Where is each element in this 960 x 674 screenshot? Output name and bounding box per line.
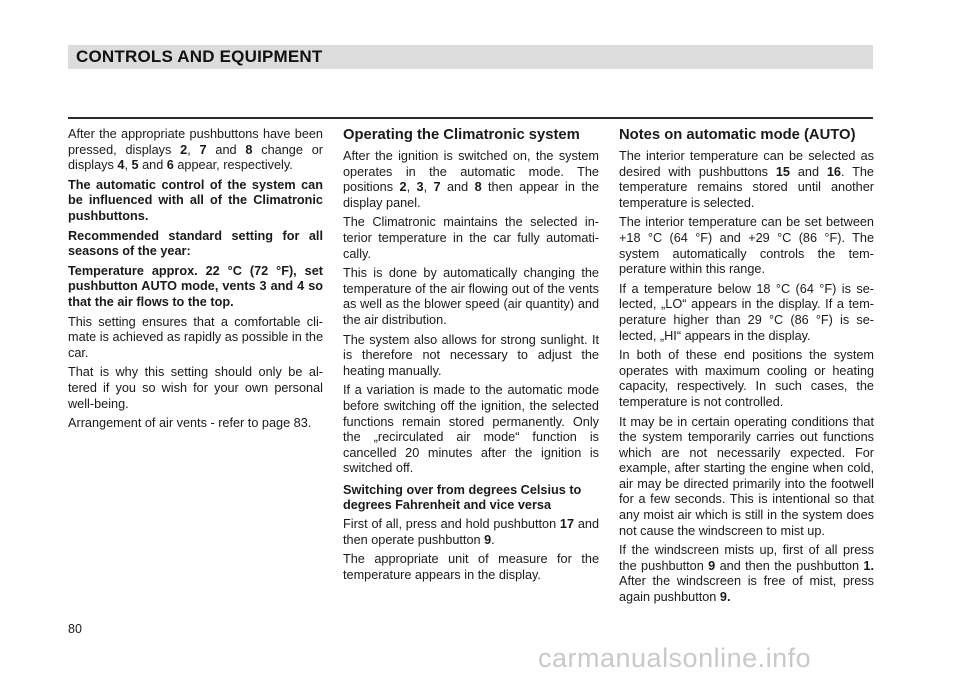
subheading-switching: Switching over from degrees Celsius to degrees Fahrenheit and vice versa xyxy=(343,482,582,513)
paragraph-press-hold: First of all, press and hold pushbutton 17 and then operate pushbutton 9. xyxy=(343,517,599,547)
paragraph-unit: The appropriate unit of measure for the temperature appears in the display. xyxy=(343,552,599,582)
paragraph-end-positions: In both of these end positions the system operates with maximum cooling or heating capacity, respectively. In such cases, the temperature is not controlled. xyxy=(619,348,874,409)
paragraph-selected: The interior temperature can be selected as desired with pushbuttons 15 and 16. The temperature remains stored until another temperature is selected. xyxy=(619,149,874,210)
divider-rule xyxy=(68,117,873,119)
column-middle xyxy=(343,126,599,587)
paragraph-air-vents-ref: Arrangement of air vents - refer to page 83. xyxy=(68,416,312,431)
paragraph-displays: After the appropriate pushbuttons have been pressed, displays 2, 7 and 8 change or displays 4, 5 and 6 appear, respectively. xyxy=(68,127,323,173)
paragraph-temperature-setting: Temperature approx. 22 °C (72 °F), set pushbutton AUTO mode, vents 3 and 4 so that the air flows to the top. xyxy=(68,263,323,309)
heading-operating: Operating the Climatronic system xyxy=(343,127,580,143)
paragraph-comfortable: This setting ensures that a comfortable climate is achieved as rapidly as possible in the car. xyxy=(68,314,323,360)
heading-notes-auto: Notes on automatic mode (AUTO) xyxy=(619,127,856,143)
paragraph-automatic-control: The automatic control of the system can be influenced with all of the Climatronic pushbuttons. xyxy=(68,177,323,223)
watermark-text: carmanualsonline.info xyxy=(538,643,812,673)
column-right xyxy=(619,126,874,610)
paragraph-ignition: After the ignition is switched on, the system operates in the automatic mode. The positions 2, 3, 7 and 8 then appear in the display panel. xyxy=(343,149,599,210)
section-header xyxy=(68,45,873,69)
paragraph-sunlight: The system also allows for strong sunlight. It is therefore not necessary to adjust the heating manually. xyxy=(343,332,599,378)
paragraph-windscreen: If the windscreen mists up, first of all press the pushbutton 9 and then the pushbutton 1. After the windscreen is free of mist, press again pushbutton 9. xyxy=(619,543,874,605)
paragraph-maintains: The Climatronic maintains the selected interior temperature in the car fully automatically. xyxy=(343,215,599,261)
section-title: CONTROLS AND EQUIPMENT xyxy=(76,47,323,66)
paragraph-variation: If a variation is made to the automatic mode before switching off the ignition, the selected functions remain stored permanently. Only the „recirculated air mode“ function is cancelled 20 minutes after the ignition is switched off. xyxy=(343,383,599,476)
page-number: 80 xyxy=(68,622,82,636)
paragraph-altered: That is why this setting should only be altered if you so wish for your own personal well-being. xyxy=(68,365,323,411)
paragraph-lo-hi: If a temperature below 18 °C (64 °F) is selected, „LO“ appears in the display. If a temperature higher than 29 °C (86 °F) is selected, „HI“ appears in the display. xyxy=(619,281,874,343)
paragraph-range: The interior temperature can be set between +18 °C (64 °F) and +29 °C (86 °F). The system automatically controls the temperature within this range. xyxy=(619,215,874,277)
paragraph-recommended: Recommended standard setting for all seasons of the year: xyxy=(68,228,323,259)
paragraph-operating-conditions: It may be in certain operating conditions that the system temporarily carries out functions which are not necessarily expected. For example, after starting the engine when cold, air may be directed primarily into the footwell for a few seconds. This is intentional so that any moist air which is still in the system does not cause the windscreen to mist up. xyxy=(619,414,874,538)
column-left xyxy=(68,127,323,436)
paragraph-changing: This is done by automatically changing the temperature of the air flowing out of the vents as well as the blower speed (air quantity) and the air distribution. xyxy=(343,266,599,327)
